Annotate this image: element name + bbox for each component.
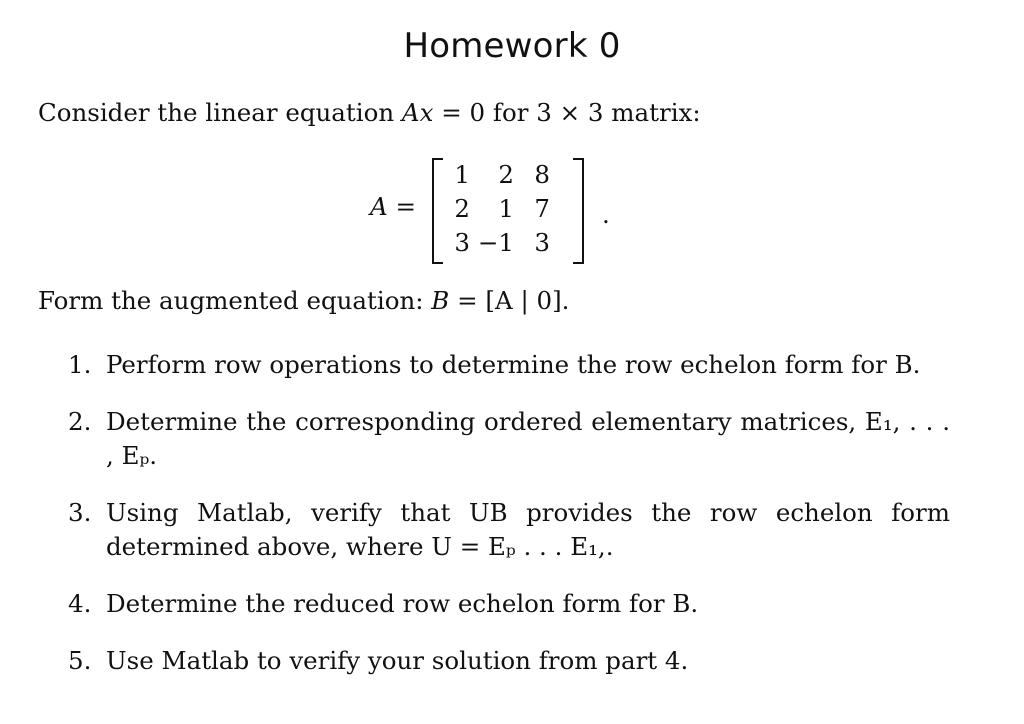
matrix-right-bracket bbox=[573, 158, 584, 264]
task-text: Determine the corresponding ordered elementary matrices, E₁, . . . , Eₚ. bbox=[106, 407, 950, 470]
task-number: 1. bbox=[68, 350, 92, 379]
task-number: 2. bbox=[68, 407, 92, 436]
list-item bbox=[38, 348, 950, 382]
matrix-label: A = bbox=[370, 192, 417, 221]
augmented-lhs: B bbox=[431, 286, 450, 315]
task-number: 4. bbox=[68, 589, 92, 618]
augmented-paragraph bbox=[38, 286, 569, 315]
list-item bbox=[38, 496, 950, 564]
matrix-cell: 1 bbox=[454, 160, 470, 189]
task-list bbox=[38, 348, 950, 701]
task-text: Perform row operations to determine the row echelon form for B. bbox=[106, 350, 921, 379]
list-item bbox=[38, 405, 950, 473]
task-text: Determine the reduced row echelon form for B. bbox=[106, 589, 699, 618]
equation-lhs: Ax bbox=[401, 98, 434, 127]
page-title: Homework 0 bbox=[403, 26, 621, 66]
matrix-cell: 1 bbox=[498, 194, 514, 223]
intro-text-after: for 3 × 3 matrix: bbox=[485, 98, 701, 127]
task-number: 5. bbox=[68, 646, 92, 675]
matrix-cell: 2 bbox=[454, 194, 470, 223]
task-text: Using Matlab, verify that UB provides the row echelon form determined above, where U = Eₚ . . . E₁,. bbox=[106, 498, 950, 561]
task-text: Use Matlab to verify your solution from part 4. bbox=[106, 646, 689, 675]
matrix-cell: 3 bbox=[534, 228, 550, 257]
intro-paragraph bbox=[38, 98, 701, 127]
matrix-cell: 8 bbox=[534, 160, 550, 189]
list-item bbox=[38, 644, 950, 678]
matrix-cell: 2 bbox=[498, 160, 514, 189]
augmented-rhs: = [A | 0]. bbox=[449, 286, 570, 315]
augmented-text: Form the augmented equation: bbox=[38, 286, 432, 315]
matrix-cell: 7 bbox=[534, 194, 550, 223]
matrix-cell: 3 bbox=[454, 228, 470, 257]
task-number: 3. bbox=[68, 498, 92, 527]
intro-text-before: Consider the linear equation bbox=[38, 98, 402, 127]
matrix-cell: −1 bbox=[477, 228, 514, 257]
matrix-terminator: . bbox=[602, 200, 610, 229]
list-item bbox=[38, 587, 950, 621]
equation-eq: = 0 bbox=[433, 98, 486, 127]
